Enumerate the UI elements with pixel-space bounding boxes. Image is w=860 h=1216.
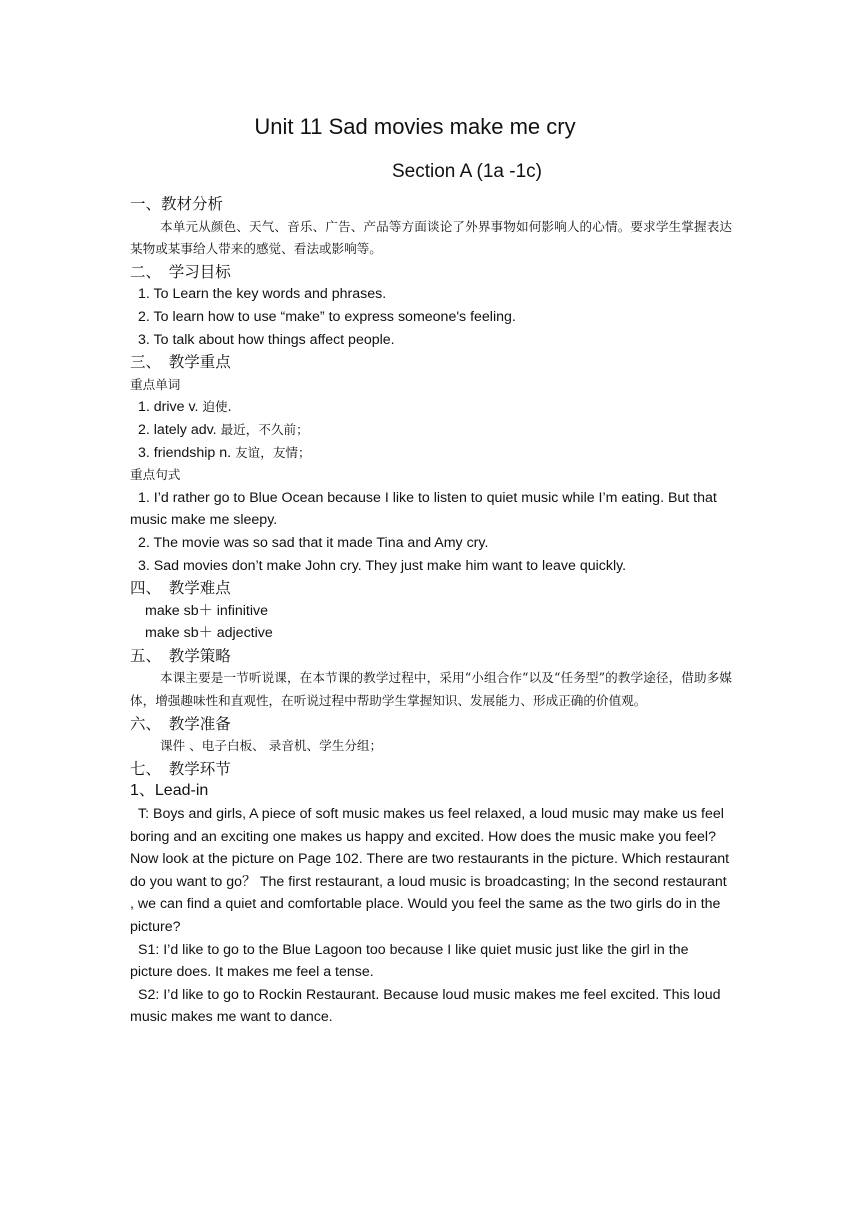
section-heading-6: 六、 教学准备: [130, 714, 231, 733]
sentence-item: 3. Sad movies don’t make John cry. They just make him want to leave quickly.: [138, 557, 627, 574]
key-sentences-label: 重点句式: [130, 467, 181, 483]
section-5-paragraph: 本课主要是一节听说课，在本节课的教学过程中，采用“小组合作“以及“任务型”的教学途径，借助多媒体，增强趣味性和直观性，在听说过程中帮助学生掌握知识、发展能力、形成正确的价值观。: [130, 670, 732, 709]
word-en: 1. drive v.: [138, 399, 199, 416]
word-cn: 最近，不久前；: [220, 421, 309, 437]
key-words-label: 重点单词: [130, 376, 181, 392]
document-body: [130, 193, 732, 1029]
sentence-item: 2. The movie was so sad that it made Tina and Amy cry.: [138, 534, 489, 551]
section-heading-1: 一、教材分析: [130, 195, 224, 213]
word-cn: 迫使.: [202, 399, 232, 415]
difficulty-item: make sb＋ adjective: [145, 625, 273, 642]
word-item: [130, 396, 732, 419]
lead-in-heading: 1、Lead-in: [130, 782, 209, 800]
section-heading-2: 二、 学习目标: [130, 262, 231, 281]
lead-in-teacher: T: Boys and girls, A piece of soft music makes us feel relaxed, a loud music may make us feel boring and an exciting one makes us happy and excited. How does the music make you feel? Now look at the picture on Page 102. There are two restaurants in the picture. Which restaurant do you want to go？ The first restaurant, a loud music is broadcasting; In the second restaurant , we can find a quiet and comfortable place. Would you feel the same as the two girls do in the picture?: [130, 806, 730, 935]
goal-item: 2. To learn how to use “make” to express someone's feeling.: [138, 308, 516, 325]
section-heading-5: 五、 教学策略: [130, 646, 231, 665]
lead-in-student-2: S2: I’d like to go to Rockin Restaurant. Because loud music makes me feel excited. This loud music makes me want to dance.: [130, 986, 721, 1026]
document-subtitle: Section A (1a -1c): [392, 161, 542, 182]
section-heading-3: 三、 教学重点: [130, 353, 231, 372]
document-title: Unit 11 Sad movies make me cry: [254, 114, 576, 139]
section-heading-4: 四、 教学难点: [130, 579, 231, 598]
goal-item: 3. To talk about how things affect people.: [138, 331, 395, 348]
word-item: [130, 419, 732, 442]
word-en: 2. lately adv.: [138, 421, 217, 438]
word-item: [130, 442, 732, 465]
section-6-paragraph: 课件 、电子白板、 录音机、学生分组；: [160, 738, 383, 754]
goal-item: 1. To Learn the key words and phrases.: [138, 286, 387, 303]
section-heading-7: 七、 教学环节: [130, 759, 231, 778]
sentence-item: 1. I’d rather go to Blue Ocean because I like to listen to quiet music while I’m eating. But that music make me sleepy.: [130, 489, 717, 529]
difficulty-item: make sb＋ infinitive: [145, 602, 269, 619]
section-1-paragraph: 本单元从颜色、天气、音乐、广告、产品等方面谈论了外界事物如何影响人的心情。要求学生掌握表达某物或某事给人带来的感觉、看法或影响等。: [130, 218, 732, 257]
lead-in-student-1: S1: I’d like to go to the Blue Lagoon too because I like quiet music just like the girl in the picture does. It makes me feel a tense.: [130, 941, 689, 981]
word-en: 3. friendship n.: [138, 444, 232, 461]
word-cn: 友谊，友情；: [235, 444, 311, 460]
